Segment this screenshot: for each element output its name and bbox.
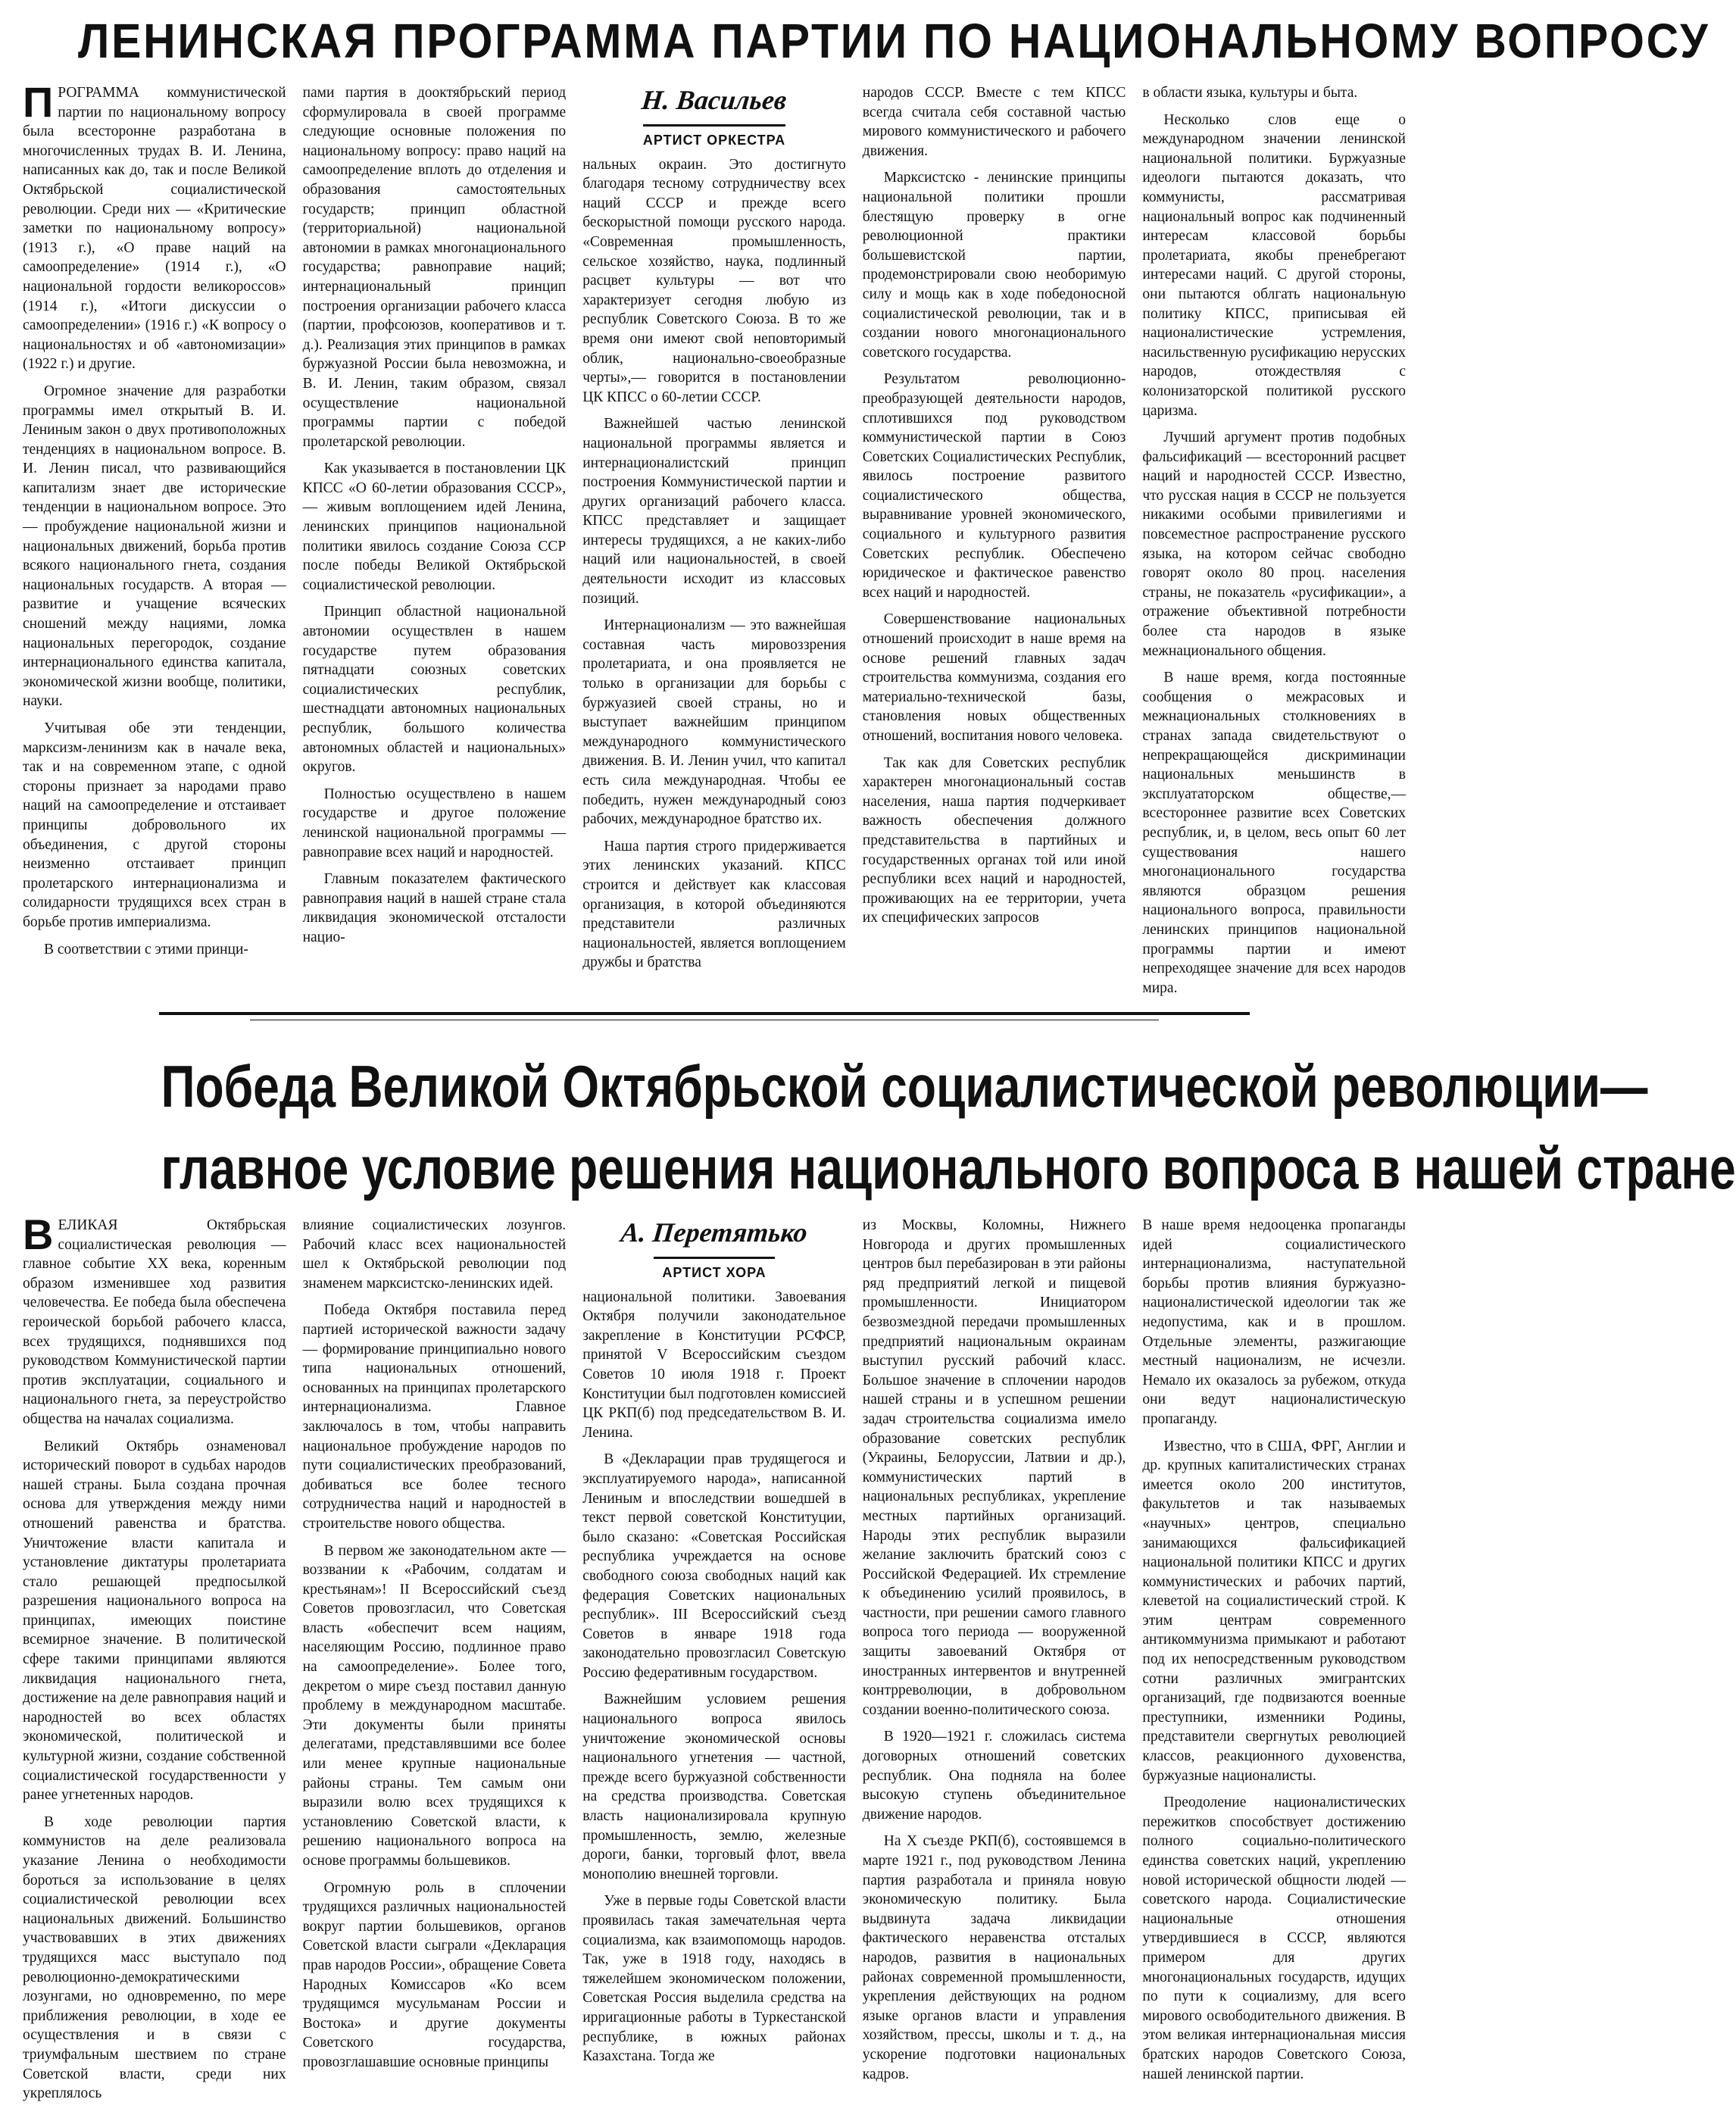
article1-column-4 [863,83,1126,1005]
paragraph: ЕЛИКАЯ Октябрьская социалистическая революция — главное событие XX века, коренным образом изменившее ход развития человечества. Ее победа была обеспечена героической борьбой рабочего класса, всех трудящихся, поднявшихся под руководством Коммунистической партии против эксплуатации, социального и национального гнета, за переустройство общества на началах социализма. [23,1217,286,1427]
article2-column-2 [303,1216,567,2113]
article1-column-5 [1142,83,1406,1005]
article2-author-role: АРТИСТ ХОРА [654,1257,775,1283]
article1-dropcap: П [23,78,54,126]
paragraph: Как указывается в постановлении ЦК КПСС «О 60-летии образования СССР»,— живым воплощением идей Ленина, ленинских принципов национальной политики явилось создание Союза ССР после победы Великой Октябрьской социалистической революции. [302,461,567,593]
paragraph: нальных окраин. Это достигнуто благодаря тесному сотрудничеству всех наций СССР и прежде всего бескорыстной помощи русского народа. «Современная промышленность, сельское хозяйство, наука, подлинный расцвет культуры — вот что характеризует сегодня любую из республик Советского Союза. В то же время они имеют свой неповторимый облик, национально-своеобразные черты»,— говорится в постановлении ЦК КПСС о 60-летии СССР. [582,156,846,405]
paragraph: Главным показателем фактического равноправия наций в нашей стране стала ликвидация экономической отсталости нацио- [302,871,567,945]
paragraph: В наше время недооценка пропаганды идей социалистического интернационализма, наступательной борьбы против влияния буржуазно-националистической идеологии так же недопустима, как и в прошлом. Отдельные элементы, разжигающие местный национализм, не исчезли. Немало их оказалось за рубежом, откуда они ведут националистическую пропаганду. [1142,1217,1406,1427]
article2-author: А. Перетятько [619,1217,809,1248]
paragraph: Совершенствование национальных отношений происходит в наше время на основе решений главных задач строительства коммунизма, создания его материально-технической базы, становления новых общественных отношений, воспитания нового человека. [862,611,1126,744]
paragraph: Уже в первые годы Советской власти проявилась такая замечательная черта социализма, как взаимопомощь народов. Так, уже в 1918 году, находясь в тяжелейшем экономическом положении, Советская Россия выделила средства на ирригационные работы в Туркестанской республике, в южных районах Казахстана. Тогда же [582,1893,846,2065]
paragraph: Несколько слов еще о международном значении ленинской национальной политики. Буржуазные идеологи пытаются доказать, что коммунисты, рассматривая национальный вопрос как подчиненный интересам классовой борьбы пролетариата, якобы пренебрегают интересами наций. С другой стороны, они пытаются облгать национальную политику КПСС, приписывая ей националистические устремления, насильственную русификацию нерусских народов, отождествляя с колонизаторской политикой русского царизма. [1142,111,1406,419]
paragraph: В ходе революции партия коммунистов на деле реализовала указание Ленина о необходимости бороться за использование в целях социалистической революции всех национальных движений. Большинство участвовавших в этих движениях трудящихся масс выступало под революционно-демократическими лозунгами, но одновременно, по мере приближения революции, в ходе ее осуществления и в связи с триумфальным шествием по стране Советской власти, среди них укреплялось [23,1813,286,2102]
section-divider [159,1012,1250,1015]
paragraph: Результатом революционно-преобразующей деятельности народов, сплотившихся под руководством коммунистической партии в Союз Советских Социалистических Республик, явилось построение развитого социалистического общества, выравнивание уровней экономического, социального и культурного развития Советских республик. Обеспечено юридическое и фактическое равенство всех наций и народностей. [862,371,1126,601]
article-lenin-program [23,9,1710,996]
article1-headline: ЛЕНИНСКАЯ ПРОГРАММА ПАРТИИ ПО НАЦИОНАЛЬНОМУ ВОПРОСУ [78,14,1710,68]
article2-dropcap: В [23,1210,54,1258]
paragraph: влияние социалистических лозунгов. Рабочий класс всех национальностей шел к Октябрьской революции под знаменем марксистско-ленинских идей. [302,1217,567,1292]
paragraph: Наша партия строго придерживается этих ленинских указаний. КПСС строится и действует как классовая организация, в которой объединяются представители различных национальностей, является воплощением дружбы и братства [582,838,846,971]
article2-column-3 [582,1216,846,2113]
article2-column-4 [863,1216,1126,2113]
paragraph: В 1920—1921 г. сложилась система договорных отношений советских республик. Она подняла на более высокую ступень объединительное движение народов. [862,1729,1126,1823]
paragraph: Известно, что в США, ФРГ, Англии и др. крупных капиталистических странах имеется около 200 институтов, факультетов и так называемых «научных» центров, специально занимающихся фальсификацией национальной политики КПСС и других коммунистических и рабочих партий, клеветой на социалистический строй. К этим центрам современного антикоммунизма примыкают и работают под их непосредственным руководством сотни различных эмигрантских организаций, где подвизаются военные преступники, изменники Родины, представители свергнутых революцией классов, реакционного духовенства, буржуазные националисты. [1142,1438,1406,1784]
paragraph: Принцип областной национальной автономии осуществлен в нашем государстве путем образования пятнадцати союзных советских социалистических республик, шестнадцати автономных национальных республик, большого количества автономных областей и национальных» округов. [302,604,567,776]
paragraph: В соответствии с этими принци- [44,941,248,957]
article1-column-3 [582,83,846,1005]
paragraph: народов СССР. Вместе с тем КПСС всегда считала себя составной частью мирового коммунистического и рабочего движения. [862,85,1126,159]
article1-column-1 [23,78,286,1005]
article1-columns [23,78,1406,996]
paragraph: Победа Октября поставила перед партией исторической важности задачу — формирование принципиально нового типа национальных отношений, основанных на принципах пролетарского интернационализма. Главное заключалось в том, чтобы направить национальное пробуждение народов по пути социалистических преобразований, добиваться все более тесного сотрудничества наций и народностей в строительстве нового общества. [302,1302,567,1532]
paragraph: На X съезде РКП(б), состоявшемся в марте 1921 г., под руководством Ленина партия разработала и приняла новую экономическую политику. Была выдвинута задача ликвидации фактического неравенства отсталых народов, развития в национальных районах современной промышленности, укрепления действующих на родном языке органов власти и управления хозяйством, прессы, школы и т. д., на ускорение подготовки национальных кадров. [862,1833,1126,2082]
paragraph: Учитывая обе эти тенденции, марксизм-ленинизм как в начале века, так и на современном этапе, с одной стороны признает за народами право наций на самоопределение и отстаивает принципы добровольного их объединения, с другой стороны неизменно отстаивает принцип пролетарского интернационализма и солидарности трудящихся всех стран в борьбе против империализма. [23,720,286,930]
paragraph: Интернационализм — это важнейшая составная часть мировоззрения пролетариата, и она проявляется не только в организации для борьбы с буржуазией своей страны, но и выступает важнейшим принципом международного коммунистического движения. В. И. Ленин учил, что капитал есть сила международная. Чтобы ее победить, нужен международный союз рабочих, международное братство их. [582,617,846,828]
paragraph: Важнейшим условием решения национального вопроса явилось уничтожение экономической основы национального угнетения — частной, прежде всего буржуазной собственности на средства производства. Советская власть национализировала крупную промышленность, землю, железные дороги, банки, торговый флот, ввела монополию внешней торговли. [582,1691,846,1882]
paragraph: РОГРАММА коммунистической партии по национальному вопросу была всесторонне разработана в многочисленных трудах В. И. Ленина, написанных как до, так и после Великой Октябрьской социалистической революции. Среди них — «Критические заметки по национальному вопросу» (1913 г.), «О праве наций на самоопределение» (1914 г.), «О национальной гордости великороссов» (1914 г.), «Итоги дискуссии о самоопределении» (1916 г.) «К вопросу о национальностях и об «автономизации» (1922 г.) и другие. [23,85,286,373]
article-october-victory [23,1045,1736,2113]
paragraph: Марксистско - ленинские принципы национальной политики прошли блестящую проверку в огне революционной практики большевистской партии, продемонстрировали свою необоримую силу и мощь как в ходе победоносной социалистической революции, так и в создании нового многонационального советского государства. [862,170,1126,361]
paragraph: в области языка, культуры и быта. [1142,85,1358,101]
article1-author-role: АРТИСТ ОРКЕСТРА [643,124,785,151]
article2-column-1 [23,1210,286,2113]
article1-byline [582,83,846,151]
paragraph: национальной политики. Завоевания Октября получили законодательное закрепление в Конституции РСФСР, принятой V Всероссийским съездом Советов 10 июля 1918 г. Проект Конституции был подготовлен комиссией ЦК РКП(б) под председательством В. И. Ленина. [582,1289,846,1441]
article1-column-2 [303,83,567,1005]
paragraph: Так как для Советских республик характерен многонациональный состав населения, наша партия подчеркивает важность обеспечения должного представительства в партийных и государственных органах той или иной республики всех наций и народностей, проживающих на ее территории, учета их специфических запросов [862,754,1126,926]
article2-byline [582,1216,846,1283]
paragraph: В «Декларации прав трудящегося и эксплуатируемого народа», написанной Лениным и впоследствии вошедшей в текст первой советской Конституции, было сказано: «Советская Российская республика учреждается на основе свободного союза свободных наций как федерация Советских национальных республик». III Всероссийский съезд Советов в январе 1918 года законодательно провозгласил Советскую Россию федеративным государством. [582,1451,846,1681]
article2-headline-line-1: Победа Великой Октябрьской социалистической революции— [161,1053,1648,1120]
paragraph: Огромное значение для разработки программы имел открытый В. И. Лениным закон о двух противоположных тенденциях в национальном вопросе. В. И. Ленин писал, что развивающийся капитализм знает две исторические тенденции в национальном вопросе. Это — пробуждение национальной жизни и национальных движений, борьба против всякого национального гнета, создания национальных государств. А вторая — развитие и учащение всяческих сношений между нациями, ломка национальных перегородок, создание интернационального единства капитала, экономической жизни вообще, политики, науки. [23,383,286,710]
paragraph: Огромную роль в сплочении трудящихся различных национальностей вокруг партии большевиков, органов Советской власти сыграли «Декларация прав народов России», обращение Совета Народных Комиссаров «Ко всем трудящимся мусульманам России и Востока» и другие документы Советского государства, провозглашавшие основные принципы [302,1879,567,2070]
article2-column-5 [1142,1216,1406,2113]
article2-columns [23,1210,1406,2113]
paragraph: В первом же законодательном акте — воззвании к «Рабочим, солдатам и крестьянам»! II Всероссийский съезд Советов провозгласил, что Советская власть «обеспечит всем нациям, населяющим Россию, подлинное право на самоопределение». Более того, декретом о мире съезд поставил данную проблему в международном масштабе. Эти документы были приняты делегатами, представлявшими все более или менее крупные национальные районы страны. Тем самым они выразили волю всех трудящихся к установлению Советской власти, к решению национального вопроса на основе программы большевиков. [302,1542,567,1869]
paragraph: Полностью осуществлено в нашем государстве и другое положение ленинской национальной программы — равноправие всех наций и народностей. [302,786,567,861]
paragraph: пами партия в дооктябрьский период сформулировала в своей программе следующие основные положения по национальному вопросу: право наций на самоопределение вплоть до отделения и образования самостоятельных государств; принцип областной (территориальной) национальной автономии в рамках многонационального государства; равноправие наций; интернациональный принцип построения организации рабочего класса (партии, профсоюзов, кооперативов и т. д.). Реализация этих принципов в рамках буржуазной России была невозможна, и В. И. Ленин, таким образом, связал осуществление национальной программы партии с победой пролетарской революции. [302,85,567,450]
paragraph: Лучший аргумент против подобных фальсификаций — всесторонний расцвет наций и народностей СССР. Известно, что русская нация в СССР не пользуется никакими особыми привилегиями и повсеместное распространение русского языка, на котором сейчас свободно говорят около 80 проц. населения страны, не показатель «русификации», а отражение объективной потребности более ста народов в языке межнационального общения. [1142,430,1406,659]
article1-author: Н. Васильев [640,85,788,115]
paragraph: Важнейшей частью ленинской национальной программы является и интернационалистский принцип построения Коммунистической партии и других организаций рабочего класса. КПСС представляет и защищает интересы трудящихся, а не каких-либо наций или национальностей, в своей деятельности исходит из классовых позиций. [582,416,846,607]
paragraph: Великий Октябрь ознаменовал исторический поворот в судьбах народов нашей страны. Была создана прочная основа для утверждения между ними отношений равенства и братства. Уничтожение власти капитала и установление диктатуры пролетариата стало решающей предпосылкой разрешения национального вопроса на принципах, имеющих поистине всемирное значение. В политической сфере такими принципами являются ликвидация национального гнета, достижение на деле равноправия наций и народностей во всех областях экономической, политической и культурной жизни, создание собственной социалистической государственности у ранее угнетенных народов. [23,1438,286,1804]
paragraph: В наше время, когда постоянные сообщения о межрасовых и межнациональных столкновениях в странах запада свидетельствуют о непрекращающейся дискриминации национальных меньшинств в эксплуататорском обществе,— всестороннее развитие всех Советских республик, и, в целом, весь опыт 60 лет существования нашего многонационального государства являются образцом решения национального вопроса, правильности ленинских принципов национальной программы партии и имеют непреходящее значение для всех народов мира. [1142,670,1406,996]
paragraph: Преодоление националистических пережитков способствует достижению полного социально-политического единства советских наций, укреплению новой исторической общности людей — советского народа. Социалистические национальные отношения утвердившиеся в СССР, являются примером для других многонациональных государств, идущих по пути к социализму, для всего мирового освободительного движения. В этом великая интернациональная миссия братских народов Советского Союза, нашей ленинской партии. [1142,1795,1406,2082]
paragraph: из Москвы, Коломны, Нижнего Новгорода и других промышленных центров был перебазирован в эти районы ряд предприятий легкой и пищевой промышленности. Инициатором безвозмездной передачи промышленных предприятий национальным окраинам выступил русский рабочий класс. Большое значение в сплочении народов нашей страны и в успешном решении задач строительства социализма имело образование советских республик (Украины, Белоруссии, Латвии и др.), коммунистических партий в национальных республиках, укрепление местных партийных организаций. Народы этих республик выразили желание заключить братский союз с Российской Федерацией. Их стремление к объединению усилий проявилось, в частности, при решении самого главного вопроса того периода — вооруженной защиты завоеваний Октября от иностранных интервентов и внутренней контрреволюции, в добровольном создании военно-политического союза. [862,1217,1126,1718]
article2-headline-line-2: главное условие решения национального вопроса в нашей стране [161,1135,1736,1201]
